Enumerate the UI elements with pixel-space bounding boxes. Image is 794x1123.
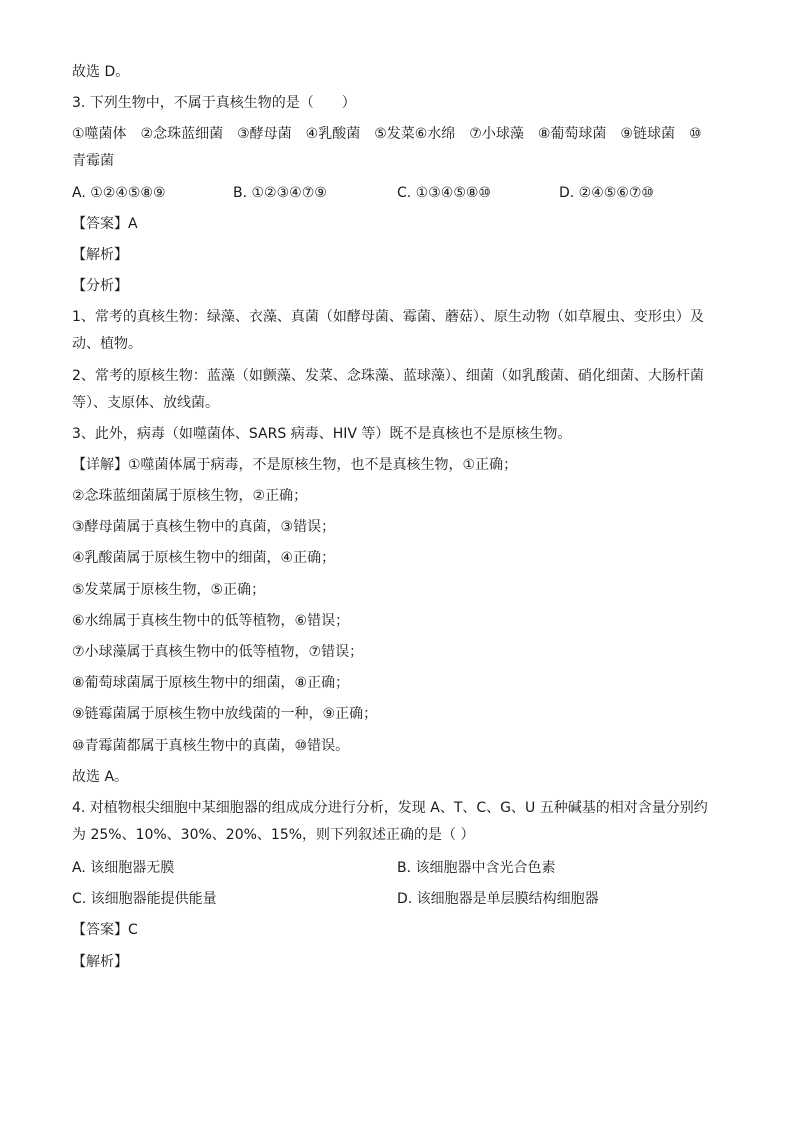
analysis-point-2: 2、常考的原核生物：蓝藻（如颤藻、发菜、念珠藻、蓝球藻）、细菌（如乳酸菌、硝化细菌、大肠杆菌	[72, 367, 704, 384]
conclusion-line: 故选 A。	[72, 768, 129, 785]
choice-b: B. ①②③④⑦⑨	[233, 184, 327, 201]
analysis-subtag: 【分析】	[72, 278, 128, 295]
analysis-tag: 【解析】	[72, 953, 128, 970]
detail-line: ②念珠蓝细菌属于原核生物，②正确；	[72, 488, 308, 505]
answer-tag: 【答案】A	[72, 215, 138, 232]
analysis-point-2-cont: 等）、支原体、放线菌。	[72, 394, 219, 411]
question-4-stem-cont: 为 25%、10%、30%、20%、15%，则下列叙述正确的是（ ）	[72, 826, 475, 843]
question-3-choices	[72, 183, 722, 203]
detail-line: ③酵母菌属于真核生物中的真菌，③错误；	[72, 519, 336, 536]
detail-line: ④乳酸菌属于原核生物中的细菌，④正确；	[72, 550, 336, 567]
question-3-organism-list-cont: 青霉菌	[72, 153, 114, 170]
analysis-point-3: 3、此外，病毒（如噬菌体、SARS 病毒、HIV 等）既不是真核也不是原核生物。	[72, 425, 572, 442]
text-line: 故选 D。	[72, 64, 130, 80]
choice-b: B. 该细胞器中含光合色素	[397, 859, 556, 876]
analysis-point-1: 1、常考的真核生物：绿藻、衣藻、真菌（如酵母菌、霉菌、蘑菇）、原生动物（如草履虫、变形虫）及	[72, 309, 704, 326]
analysis-tag: 【解析】	[72, 246, 128, 263]
choice-c: C. 该细胞器能提供能量	[72, 891, 217, 908]
detail-line: ⑨链霉菌属于原核生物中放线菌的一种，⑨正确；	[72, 706, 378, 723]
question-3-organism-list: ①噬菌体 ②念珠蓝细菌 ③酵母菌 ④乳酸菌 ⑤发菜⑥水绵 ⑦小球藻 ⑧葡萄球菌 ⑨链球菌 ⑩	[72, 126, 702, 143]
question-3-stem: 3. 下列生物中，不属于真核生物的是（ ）	[72, 95, 356, 112]
choice-a: A. ①②④⑤⑧⑨	[72, 184, 166, 201]
detail-line: 【详解】①噬菌体属于病毒，不是原核生物，也不是真核生物，①正确；	[72, 456, 518, 473]
question-4-stem: 4. 对植物根尖细胞中某细胞器的组成成分进行分析，发现 A、T、C、G、U 五种碱基的相对含量分别约	[72, 799, 708, 816]
detail-line: ⑤发菜属于原核生物，⑤正确；	[72, 581, 266, 598]
detail-line: ⑥水绵属于真核生物中的低等植物，⑥错误；	[72, 612, 350, 629]
choice-a: A. 该细胞器无膜	[72, 859, 175, 876]
detail-line: ⑩青霉菌都属于真核生物中的真菌，⑩错误。	[72, 737, 350, 754]
choice-d: D. 该细胞器是单层膜结构细胞器	[397, 891, 599, 908]
question-4-choices-row-2	[72, 889, 722, 909]
choice-c: C. ①③④⑤⑧⑩	[397, 184, 491, 201]
detail-line: ⑦小球藻属于真核生物中的低等植物，⑦错误；	[72, 644, 364, 660]
document-body	[72, 62, 722, 983]
question-4-choices-row-1	[72, 858, 722, 878]
detail-line: ⑧葡萄球菌属于原核生物中的细菌，⑧正确；	[72, 675, 350, 692]
analysis-point-1-cont: 动、植物。	[72, 336, 142, 353]
answer-tag: 【答案】C	[72, 922, 138, 939]
choice-d: D. ②④⑤⑥⑦⑩	[559, 184, 654, 201]
